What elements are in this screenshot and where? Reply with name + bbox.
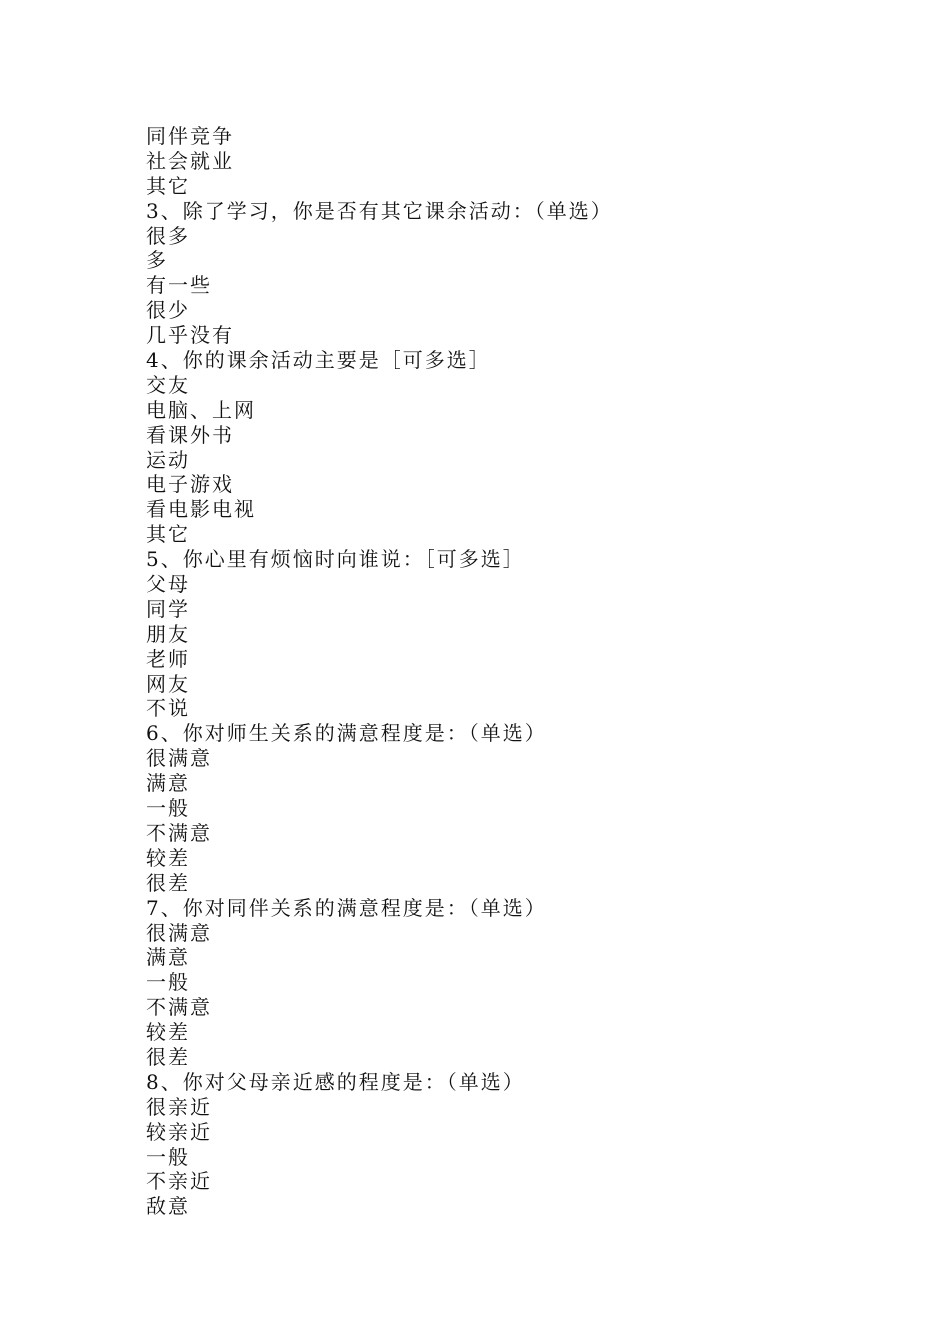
option-text: 有一些 bbox=[146, 273, 212, 298]
option-text: 一般 bbox=[146, 796, 190, 821]
option-text: 一般 bbox=[146, 970, 190, 995]
option-text: 很多 bbox=[146, 223, 190, 248]
question-4-heading: 4、你的课余活动主要是［可多选］ bbox=[146, 348, 491, 373]
option-text: 很少 bbox=[146, 298, 190, 323]
option-text: 几乎没有 bbox=[146, 323, 234, 348]
question-3-heading: 3、除了学习，你是否有其它课余活动：（单选） bbox=[146, 198, 613, 223]
option-text: 很差 bbox=[146, 1044, 190, 1069]
option-text: 满意 bbox=[146, 771, 190, 796]
question-5-heading: 5、你心里有烦恼时向谁说：［可多选］ bbox=[146, 547, 525, 572]
option-text: 很亲近 bbox=[146, 1094, 212, 1119]
option-text: 较差 bbox=[146, 1020, 190, 1045]
option-text: 同伴竞争 bbox=[146, 124, 234, 148]
question-8-heading: 8、你对父母亲近感的程度是：（单选） bbox=[146, 1069, 525, 1094]
option-text: 其它 bbox=[146, 522, 190, 547]
option-text: 电脑、上网 bbox=[146, 397, 256, 422]
option-text: 其它 bbox=[146, 173, 190, 198]
option-text: 父母 bbox=[146, 572, 190, 597]
option-text: 同学 bbox=[146, 596, 190, 621]
option-text: 不满意 bbox=[146, 995, 212, 1020]
option-text: 较差 bbox=[146, 845, 190, 870]
question-6-heading: 6、你对师生关系的满意程度是：（单选） bbox=[146, 721, 547, 746]
question-7-heading: 7、你对同伴关系的满意程度是：（单选） bbox=[146, 895, 547, 920]
option-text: 很差 bbox=[146, 870, 190, 895]
option-text: 网友 bbox=[146, 671, 190, 696]
option-text: 社会就业 bbox=[146, 148, 234, 173]
option-text: 看课外书 bbox=[146, 422, 234, 447]
option-text: 敌意 bbox=[146, 1194, 190, 1219]
option-text: 运动 bbox=[146, 447, 190, 472]
option-text: 一般 bbox=[146, 1144, 190, 1169]
option-text: 交友 bbox=[146, 372, 190, 397]
option-text: 不满意 bbox=[146, 820, 212, 845]
option-text: 看电影电视 bbox=[146, 497, 256, 522]
option-text: 很满意 bbox=[146, 920, 212, 945]
option-text: 满意 bbox=[146, 945, 190, 970]
option-text: 老师 bbox=[146, 646, 190, 671]
option-text: 不说 bbox=[146, 696, 190, 721]
option-text: 电子游戏 bbox=[146, 472, 234, 497]
option-text: 不亲近 bbox=[146, 1169, 212, 1194]
document-page bbox=[146, 124, 846, 1219]
option-text: 多 bbox=[146, 248, 168, 273]
option-text: 较亲近 bbox=[146, 1119, 212, 1144]
option-text: 很满意 bbox=[146, 746, 212, 771]
option-text: 朋友 bbox=[146, 621, 190, 646]
